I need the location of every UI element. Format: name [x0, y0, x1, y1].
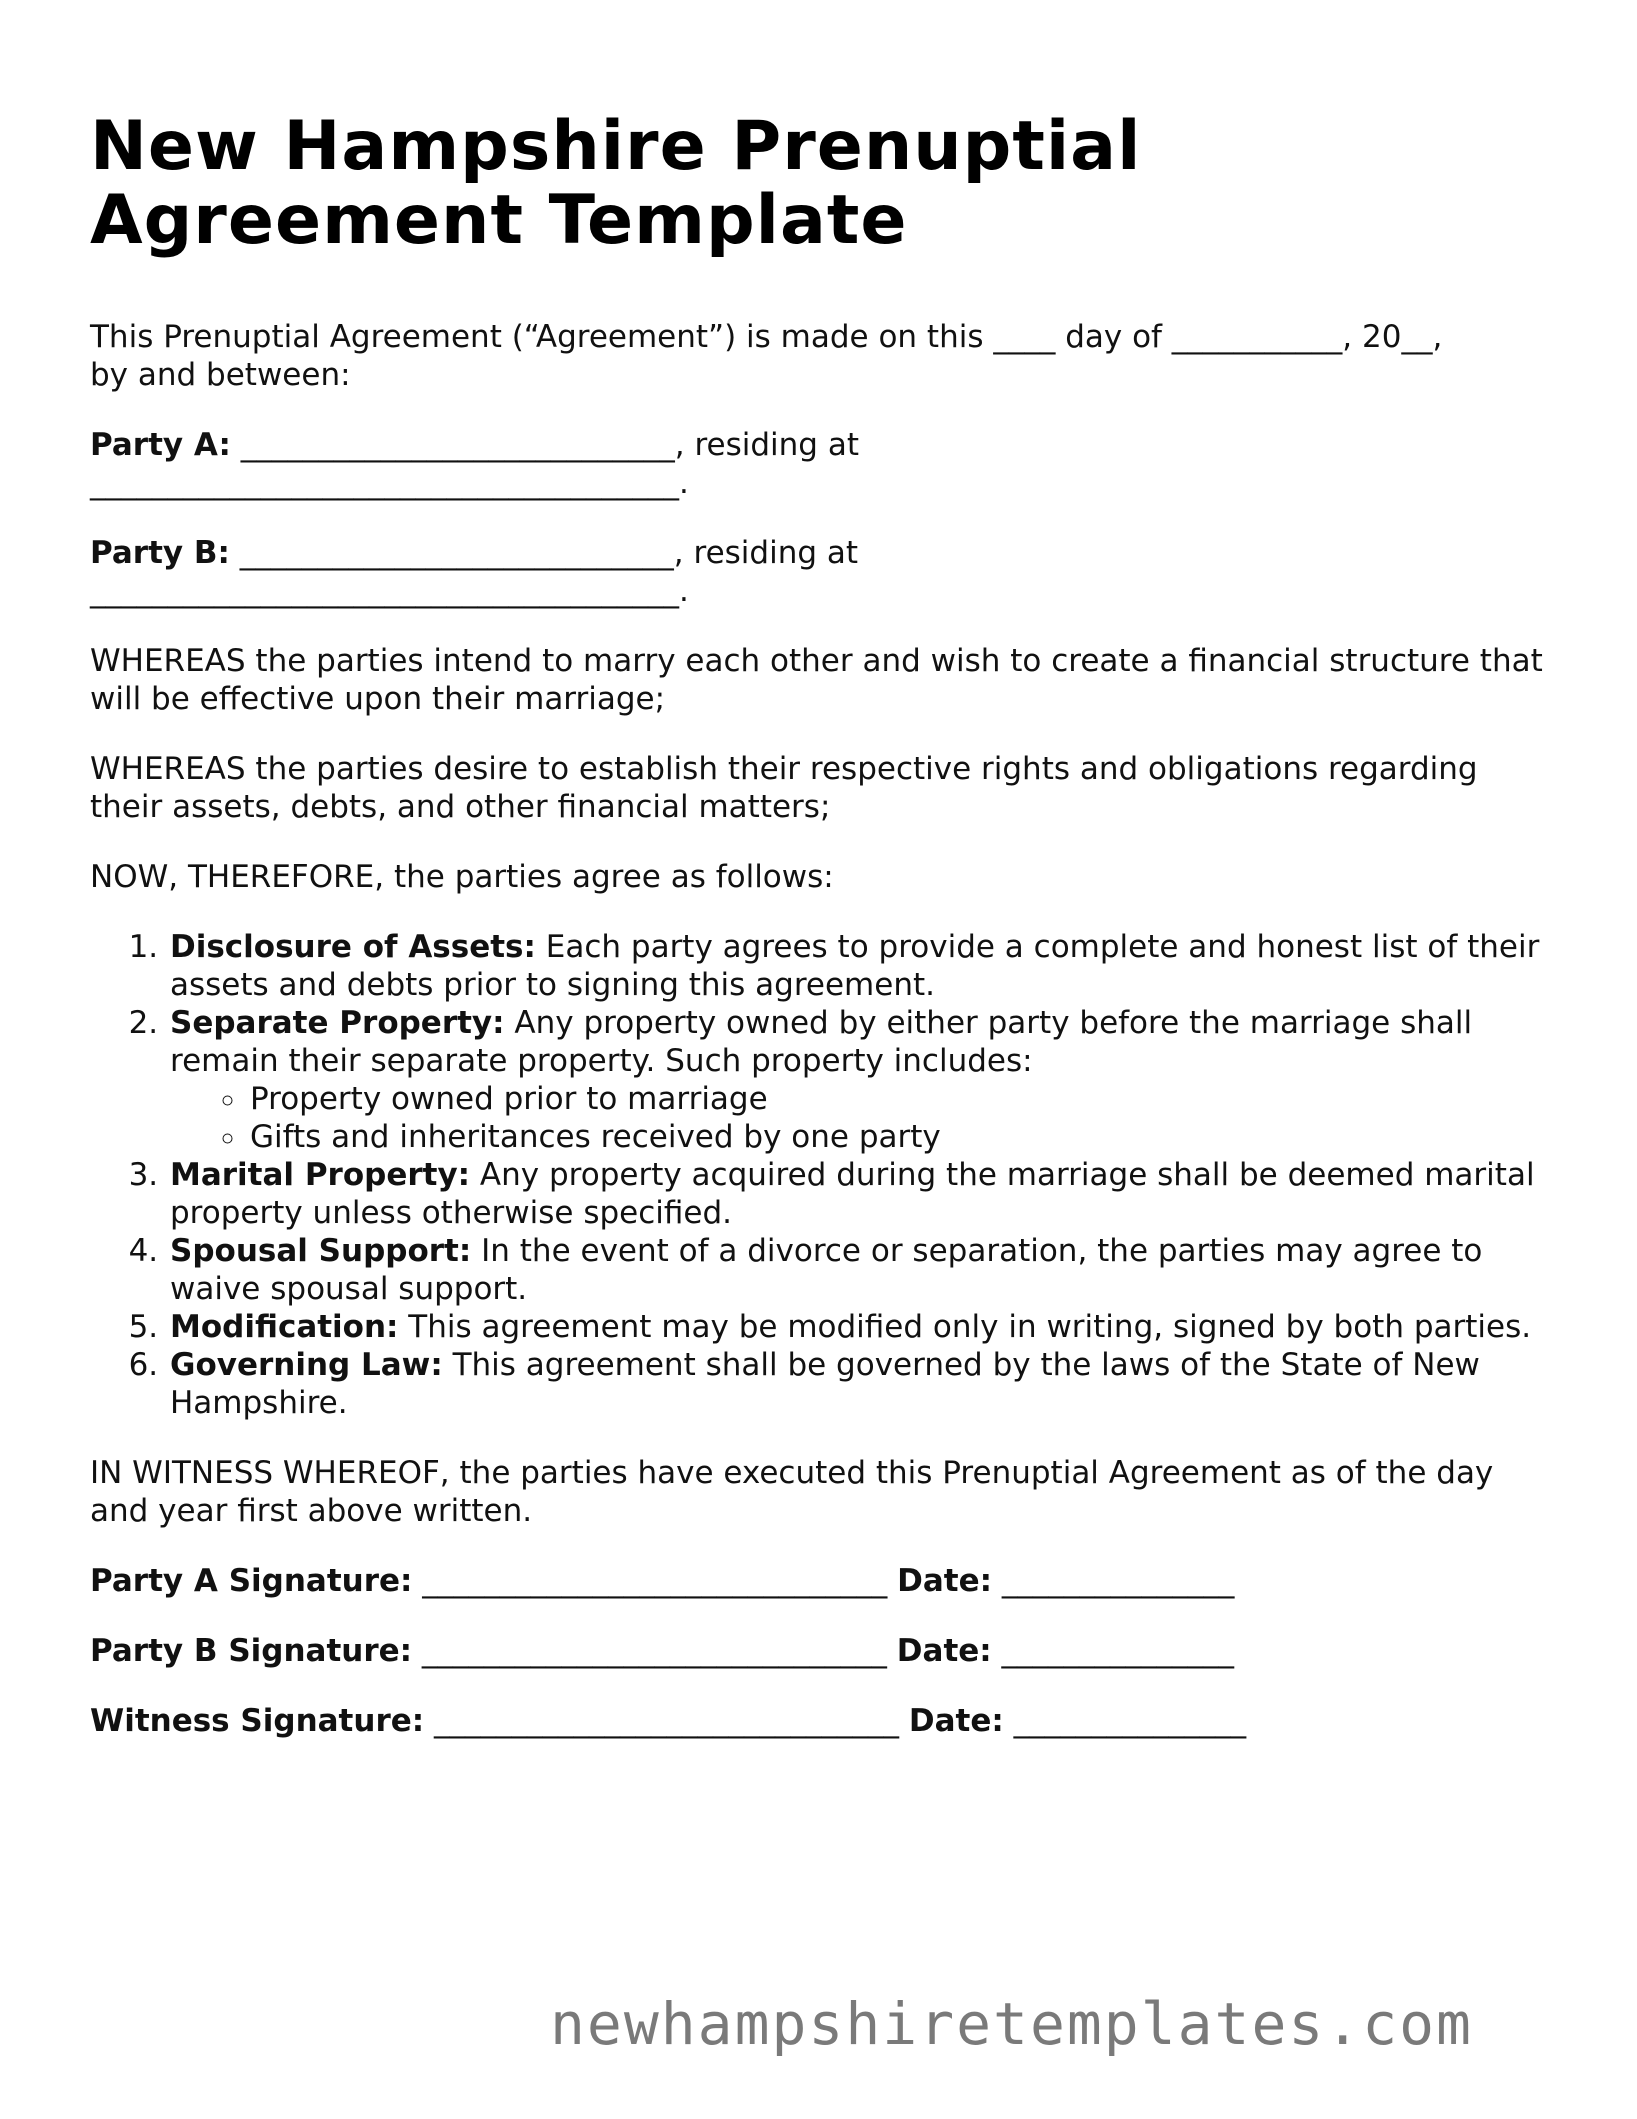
clause-item: [168, 1156, 1550, 1232]
party-b-name-line[interactable]: ____________________________, residing at: [229, 535, 859, 571]
clause-text: This agreement shall be governed by the laws of the State of New Hampshire.: [170, 1347, 1480, 1421]
clause-title: Disclosure of Assets:: [170, 929, 536, 965]
signature-label: Witness Signature:: [90, 1703, 425, 1739]
signature-field[interactable]: ______________________________: [424, 1703, 909, 1739]
intro-line-1: This Prenuptial Agreement (“Agreement”) is made on this ____ day of ___________, 20__,: [90, 319, 1443, 355]
party-b-block: [90, 534, 1550, 610]
clause-list: [90, 928, 1550, 1422]
signature-label: Party B Signature:: [90, 1633, 413, 1669]
clause-title: Marital Property:: [170, 1157, 471, 1193]
clause-item: [168, 1308, 1550, 1346]
clause-title: Governing Law:: [170, 1347, 443, 1383]
signature-line-party-a: [90, 1562, 1550, 1600]
clause-text: Any property acquired during the marriage shall be deemed marital property unless otherwise specified.: [170, 1157, 1535, 1231]
party-a-block: [90, 426, 1550, 502]
clause-title: Modification:: [170, 1309, 399, 1345]
clause-title: Spousal Support:: [170, 1233, 472, 1269]
witness-clause: IN WITNESS WHEREOF, the parties have executed this Prenuptial Agreement as of the day and year first above written.: [90, 1455, 1494, 1529]
date-field[interactable]: _______________: [991, 1633, 1235, 1669]
intro-paragraph: [90, 318, 1550, 394]
party-b-label: Party B:: [90, 535, 230, 571]
whereas-paragraph-1: WHEREAS the parties intend to marry each other and wish to create a financial structure that will be effective upon their marriage;: [90, 643, 1543, 717]
signature-field[interactable]: ______________________________: [412, 1633, 897, 1669]
clause-title: Separate Property:: [170, 1005, 505, 1041]
signature-label: Party A Signature:: [90, 1563, 413, 1599]
clause-item: [168, 1232, 1550, 1308]
site-watermark: newhampshiretemplates.com: [550, 1990, 1473, 2058]
sublist-item: ◦ Gifts and inheritances received by one party: [248, 1118, 1550, 1156]
date-label: Date:: [896, 1633, 992, 1669]
clause-text: Any property owned by either party before the marriage shall remain their separate property. Such property includes:: [170, 1005, 1473, 1079]
clause-text: This agreement may be modified only in writing, signed by both parties.: [398, 1309, 1532, 1345]
clause-item: [168, 1346, 1550, 1422]
intro-line-2: by and between:: [90, 357, 351, 393]
sublist-item: ◦ Property owned prior to marriage: [248, 1080, 1550, 1118]
date-label: Date:: [897, 1563, 993, 1599]
now-therefore-paragraph: NOW, THEREFORE, the parties agree as follows:: [90, 859, 834, 895]
clause-text: In the event of a divorce or separation, the parties may agree to waive spousal support.: [170, 1233, 1483, 1307]
party-a-label: Party A:: [90, 427, 231, 463]
separate-property-sublist: [170, 1080, 1550, 1156]
signature-field[interactable]: ______________________________: [412, 1563, 898, 1599]
signature-line-party-b: [90, 1632, 1550, 1670]
party-a-name-line[interactable]: ____________________________, residing at: [230, 427, 859, 463]
date-field[interactable]: _______________: [1003, 1703, 1247, 1739]
clause-item: [168, 1004, 1550, 1156]
date-label: Date:: [908, 1703, 1004, 1739]
whereas-paragraph-2: WHEREAS the parties desire to establish their respective rights and obligations regarding their assets, debts, and other financial matters;: [90, 751, 1478, 825]
signature-line-witness: [90, 1702, 1550, 1740]
party-b-address-line[interactable]: ______________________________________.: [90, 573, 689, 609]
date-field[interactable]: _______________: [992, 1563, 1235, 1599]
party-a-address-line[interactable]: ______________________________________.: [90, 465, 689, 501]
clause-text: Each party agrees to provide a complete and honest list of their assets and debts prior to signing this agreement.: [170, 929, 1540, 1003]
document-page: [90, 107, 1550, 1740]
document-title: New Hampshire Prenuptial Agreement Template: [90, 107, 1142, 260]
clause-item: [168, 928, 1550, 1004]
